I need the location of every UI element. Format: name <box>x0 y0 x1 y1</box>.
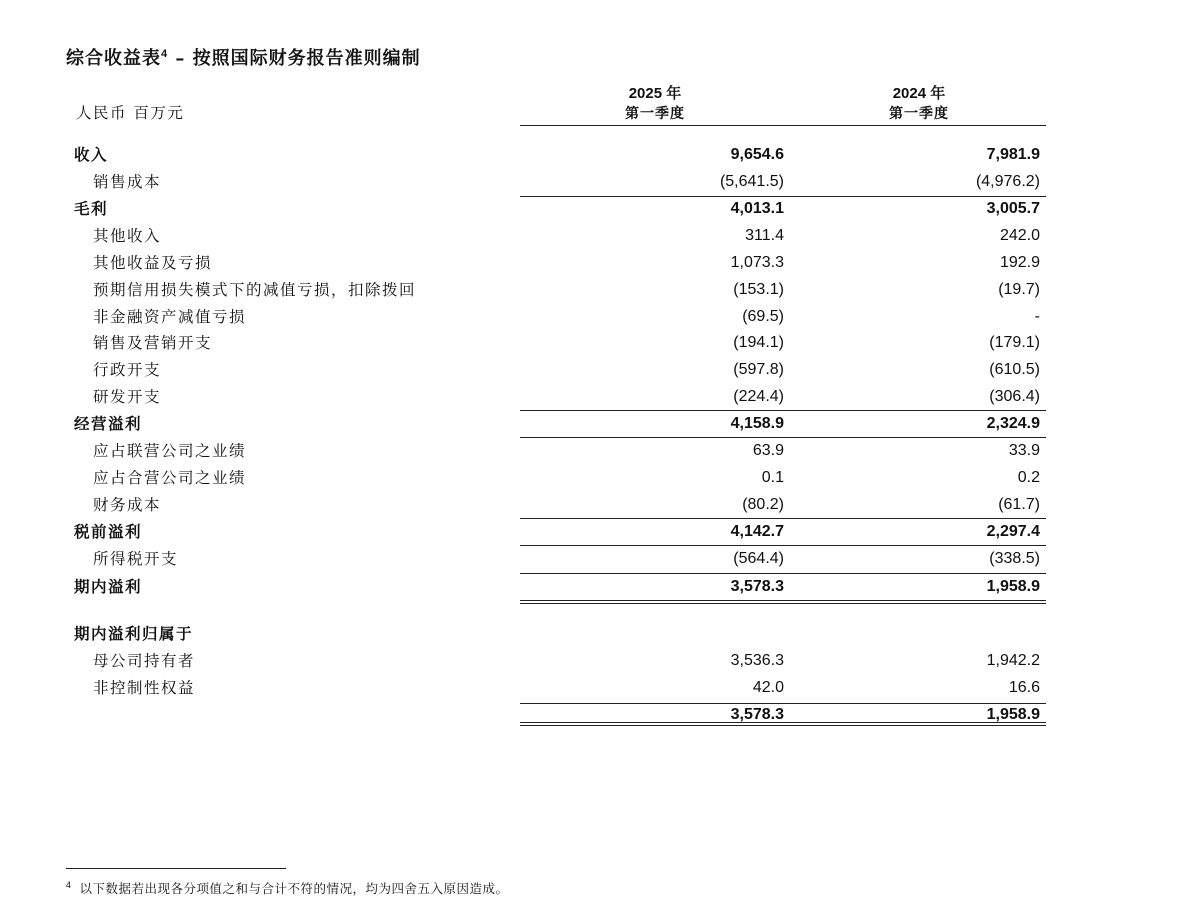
column-header-2024 <box>784 84 1054 124</box>
value-2025: 3,578.3 <box>730 578 784 595</box>
table-row <box>0 702 1201 728</box>
value-2025: (5,641.5) <box>719 173 784 190</box>
table-row <box>0 411 1201 437</box>
row-label: 毛利 <box>74 199 109 218</box>
footnote-text: 以下数据若出现各分项值之和与合计不符的情况，均为四舍五入原因造成。 <box>79 881 509 896</box>
row-label: 收入 <box>74 145 109 164</box>
row-label: 应占合营公司之业绩 <box>93 469 247 487</box>
table-row <box>0 169 1201 195</box>
value-2025: (80.2) <box>742 496 784 513</box>
footnote-mark: 4 <box>66 879 72 890</box>
row-label: 财务成本 <box>93 496 162 514</box>
column-quarter: 第一季度 <box>889 106 949 122</box>
value-2025: (69.5) <box>742 308 784 325</box>
table-row <box>0 492 1201 518</box>
value-2024: 1,958.9 <box>986 578 1040 595</box>
table-row <box>0 330 1201 356</box>
row-label: 应占联营公司之业绩 <box>93 442 247 460</box>
row-label: 期内溢利 <box>74 577 143 596</box>
footnote <box>66 879 509 897</box>
row-label: 非金融资产减值亏损 <box>93 308 247 326</box>
value-2024: (61.7) <box>998 496 1040 513</box>
value-2025: 3,536.3 <box>730 652 784 669</box>
value-2025: 4,013.1 <box>730 200 784 217</box>
table-row <box>0 675 1201 701</box>
value-2024: (19.7) <box>998 281 1040 298</box>
value-2024: 192.9 <box>999 254 1040 271</box>
row-label: 税前溢利 <box>74 522 143 541</box>
value-2024: 16.6 <box>1008 679 1040 696</box>
value-2024: (338.5) <box>989 550 1040 567</box>
value-2024: (306.4) <box>989 388 1040 405</box>
row-label: 非控制性权益 <box>93 679 196 697</box>
value-2024: 1,942.2 <box>986 652 1040 669</box>
row-label: 其他收益及亏损 <box>93 254 213 272</box>
value-2025: (194.1) <box>733 334 784 351</box>
title-footnote-mark: 4 <box>161 48 169 60</box>
value-2024: 2,324.9 <box>986 415 1040 432</box>
table-row <box>0 142 1201 168</box>
row-label: 所得税开支 <box>93 550 179 568</box>
value-2025: 63.9 <box>752 442 784 459</box>
column-year: 2024 年 <box>892 85 946 102</box>
table-row <box>0 384 1201 410</box>
value-2024: 2,297.4 <box>986 523 1040 540</box>
value-2024: (610.5) <box>989 361 1040 378</box>
column-header-2025 <box>520 84 790 124</box>
row-label: 经营溢利 <box>74 414 143 433</box>
table-row <box>0 648 1201 674</box>
title-suffix: – 按照国际财务报告准则编制 <box>168 48 421 69</box>
period-profit-double-rule <box>520 600 1046 604</box>
row-label: 其他收入 <box>93 227 162 245</box>
value-2025: 3,578.3 <box>730 706 784 723</box>
value-2025: 4,142.7 <box>730 523 784 540</box>
title-text: 综合收益表 <box>66 48 161 69</box>
value-2025: 4,158.9 <box>730 415 784 432</box>
value-2025: 9,654.6 <box>730 146 784 163</box>
value-2025: (597.8) <box>733 361 784 378</box>
table-row <box>0 519 1201 545</box>
value-2025: (153.1) <box>733 281 784 298</box>
value-2025: (564.4) <box>733 550 784 567</box>
table-row <box>0 465 1201 491</box>
column-quarter: 第一季度 <box>625 106 685 122</box>
footnote-separator <box>66 868 286 869</box>
value-2025: 42.0 <box>752 679 784 696</box>
row-label: 期内溢利归属于 <box>74 624 194 643</box>
value-2024: - <box>1034 308 1040 325</box>
table-row <box>0 196 1201 222</box>
statement-title <box>66 44 421 70</box>
value-2024: (179.1) <box>989 334 1040 351</box>
value-2024: 242.0 <box>999 227 1040 244</box>
table-row <box>0 438 1201 464</box>
row-label: 预期信用损失模式下的减值亏损，扣除拨回 <box>93 281 417 299</box>
table-row <box>0 250 1201 276</box>
table-row <box>0 304 1201 330</box>
value-2025: 0.1 <box>761 469 784 486</box>
column-year: 2025 年 <box>628 85 682 102</box>
value-2024: 33.9 <box>1008 442 1040 459</box>
value-2025: 311.4 <box>745 227 784 244</box>
table-row <box>0 357 1201 383</box>
table-row <box>0 277 1201 303</box>
row-label: 母公司持有者 <box>93 652 196 670</box>
header-rule <box>520 125 1046 126</box>
table-row <box>0 574 1201 600</box>
value-2024: 3,005.7 <box>986 200 1040 217</box>
row-label: 销售成本 <box>93 173 162 191</box>
value-2024: 1,958.9 <box>986 706 1040 723</box>
table-row <box>0 621 1201 647</box>
currency-unit: 人民币 百万元 <box>76 104 185 122</box>
value-2024: (4,976.2) <box>975 173 1040 190</box>
table-row <box>0 546 1201 572</box>
value-2025: (224.4) <box>733 388 784 405</box>
table-row <box>0 223 1201 249</box>
value-2024: 7,981.9 <box>986 146 1040 163</box>
row-label: 研发开支 <box>93 388 162 406</box>
row-label: 行政开支 <box>93 361 162 379</box>
value-2024: 0.2 <box>1017 469 1040 486</box>
value-2025: 1,073.3 <box>730 254 784 271</box>
row-label: 销售及营销开支 <box>93 334 213 352</box>
